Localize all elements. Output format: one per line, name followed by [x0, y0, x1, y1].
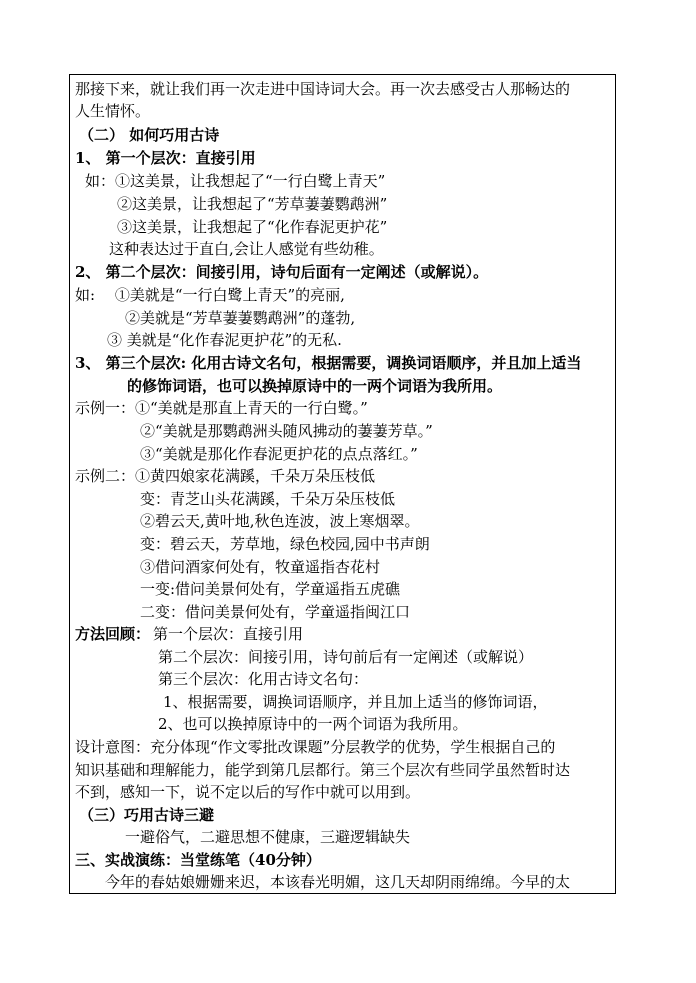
text-line: 这种表达过于直白,会让人感觉有些幼稚。: [109, 240, 384, 258]
text-line: ③ 美就是“化作春泥更护花”的无私.: [107, 331, 342, 349]
text-line: 不到，感知一下，说不定以后的写作中就可以用到。: [75, 783, 421, 801]
text-line: ②这美景，让我想起了“芳草萋萋鹦鹉洲”: [117, 195, 388, 213]
text-line: ②“美就是那鹦鹉洲头随风拂动的萋萋芳草。”: [140, 422, 433, 440]
text-line: 第二个层次：间接引用，诗句前后有一定阐述（或解说）: [158, 648, 534, 666]
text-line: 第三个层次：化用古诗文名句：: [158, 670, 369, 688]
text-line: 那接下来，就让我们再一次走进中国诗词大会。再一次去感受古人那畅达的: [75, 80, 571, 98]
text-line: 今年的春姑娘姗姗来迟，本该春光明媚，这几天却阴雨绵绵。今早的太: [105, 873, 571, 891]
text-line: 一变:借问美景何处有，学童遥指五虎礁: [140, 580, 401, 598]
text-line: 示例二：①黄四娘家花满蹊，千朵万朵压枝低: [75, 467, 376, 485]
text-line: 变：青芝山头花满蹊，千朵万朵压枝低: [140, 490, 396, 508]
text-line: 示例一：①“美就是那直上青天的一行白鹭。”: [75, 399, 368, 417]
text-line: ②美就是“芳草萋萋鹦鹉洲”的蓬勃,: [125, 309, 356, 327]
text-line: ③借问酒家何处有，牧童遥指杏花村: [140, 558, 381, 576]
text-line: 二变：借问美景何处有，学童遥指闽江口: [140, 603, 411, 621]
text-line: 1、根据需要，调换词语顺序，并且加上适当的修饰词语，: [163, 693, 548, 711]
text-line: 如：①这美景，让我想起了“一行白鹭上青天”: [85, 172, 386, 190]
subsection-heading: 2、 第二个层次：间接引用，诗句后面有一定阐述（或解说）。: [75, 263, 489, 281]
subsection-heading: 3、 第三个层次: 化用古诗文名句，根据需要，调换词语顺序，并且加上适当: [75, 354, 582, 372]
method-review-label: 方法回顾：: [75, 625, 151, 643]
text-line: ②碧云天,黄叶地,秋色连波，波上寒烟翠。: [140, 512, 420, 530]
text-line: 变：碧云天，芳草地，绿色校园,园中书声朗: [140, 535, 430, 553]
text-line: ③这美景，让我想起了“化作春泥更护花”: [117, 218, 388, 236]
text-line: 第一个层次：直接引用: [153, 625, 304, 643]
text-line: 知识基础和理解能力，能学到第几层都行。第三个层次有些同学虽然暂时达: [75, 761, 571, 779]
section-heading: （二） 如何巧用古诗: [79, 126, 220, 144]
text-line: 如: ①美就是“一行白鹭上青天”的亮丽,: [75, 286, 345, 304]
section-heading: 三、实战演练：当堂练笔（40分钟）: [75, 851, 321, 869]
section-heading: （三）巧用古诗三避: [79, 806, 215, 824]
text-line: 设计意图：充分体现“作文零批改课题”分层教学的优势，学生根据自己的: [75, 738, 556, 756]
text-line: 人生情怀。: [75, 102, 151, 120]
subsection-heading: 1、 第一个层次：直接引用: [75, 149, 256, 167]
subsection-heading-cont: 的修饰词语，也可以换掉原诗中的一两个词语为我所用。: [127, 377, 503, 395]
text-line: 2、也可以换掉原诗中的一两个词语为我所用。: [158, 715, 468, 733]
text-line: ③“美就是那化作春泥更护花的点点落红。”: [140, 445, 418, 463]
text-line: 一避俗气，二避思想不健康，三避逻辑缺失: [125, 828, 411, 846]
